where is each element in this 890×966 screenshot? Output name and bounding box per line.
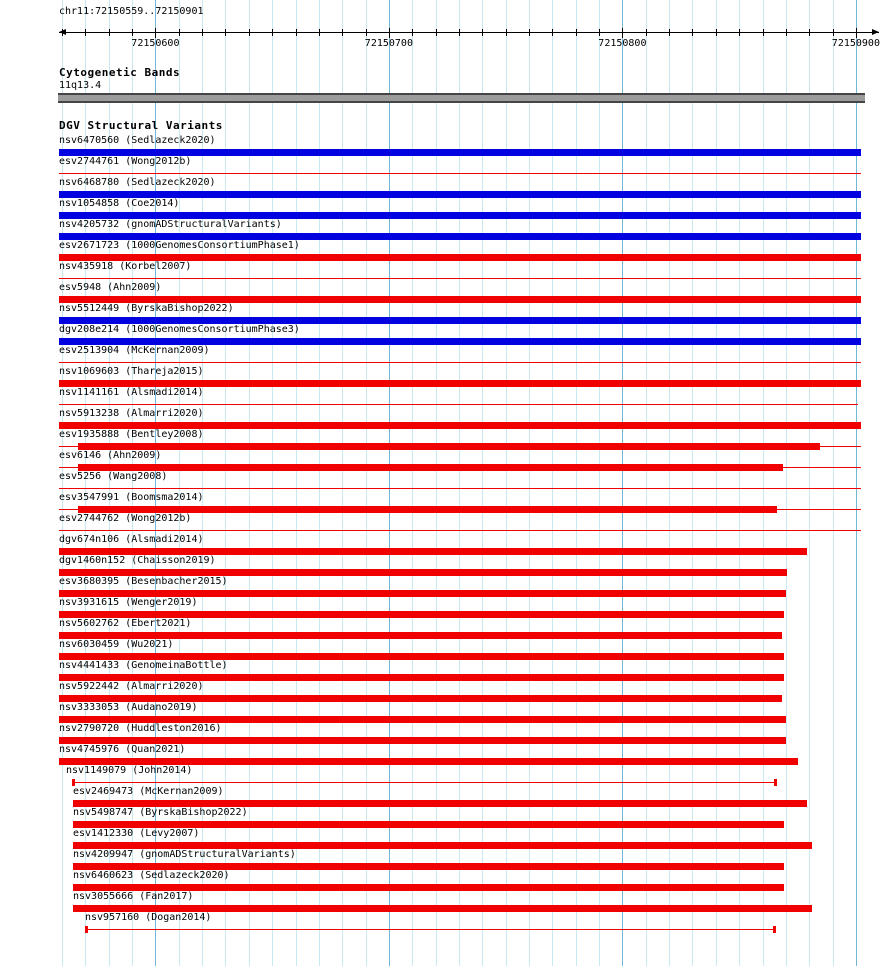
variant-label[interactable]: esv3547991 (Boomsma2014) [59, 492, 204, 503]
variant-label[interactable]: nsv5922442 (Almarri2020) [59, 681, 204, 692]
ruler-tick [576, 29, 577, 36]
variant-bar[interactable] [59, 674, 784, 681]
ruler-tick [85, 29, 86, 36]
ruler-tick [669, 29, 670, 36]
variant-label[interactable]: nsv5498747 (ByrskaBishop2022) [73, 807, 248, 818]
grid-line-minor [833, 0, 834, 966]
variant-label[interactable]: nsv6460623 (Sedlazeck2020) [73, 870, 230, 881]
ruler-tick [856, 28, 857, 38]
ruler-tick [389, 28, 390, 38]
ruler-tick [296, 29, 297, 36]
ruler-tick [529, 29, 530, 36]
variant-label[interactable]: esv2671723 (1000GenomesConsortiumPhase1) [59, 240, 300, 251]
ruler-tick [552, 29, 553, 36]
variant-label[interactable]: nsv5913238 (Almarri2020) [59, 408, 204, 419]
ruler-tick [763, 29, 764, 36]
cytoband-name-label: 11q13.4 [59, 80, 102, 91]
variant-bar[interactable] [59, 317, 861, 324]
ruler-tick [622, 28, 623, 38]
variant-label[interactable]: nsv957160 (Dogan2014) [85, 912, 212, 923]
variant-label[interactable]: nsv5602762 (Ebert2021) [59, 618, 192, 629]
grid-line-major [856, 0, 857, 966]
variant-bar[interactable] [59, 422, 861, 429]
variant-bar[interactable] [73, 842, 812, 849]
variant-bar[interactable] [59, 695, 782, 702]
variant-bar[interactable] [59, 380, 861, 387]
variant-bar[interactable] [59, 758, 798, 765]
ruler-tick [132, 29, 133, 36]
ruler-tick [482, 29, 483, 36]
variant-label[interactable]: dgv674n106 (Alsmadi2014) [59, 534, 204, 545]
variant-bar[interactable] [59, 149, 861, 156]
cytoband-track-title: Cytogenetic Bands [59, 66, 181, 79]
variant-endcap[interactable] [774, 779, 777, 786]
variant-bar[interactable] [59, 296, 861, 303]
ruler-tick [342, 29, 343, 36]
ruler-tick [809, 29, 810, 36]
variant-label[interactable]: esv2744761 (Wong2012b) [59, 156, 192, 167]
variant-line[interactable] [59, 362, 861, 363]
variant-label[interactable]: nsv6468780 (Sedlazeck2020) [59, 177, 216, 188]
variant-bar[interactable] [59, 233, 861, 240]
ruler-tick [786, 29, 787, 36]
variant-bar[interactable] [59, 737, 786, 744]
variant-label[interactable]: nsv1054858 (Coe2014) [59, 198, 180, 209]
variant-bar[interactable] [59, 716, 786, 723]
ruler-tick-label: 72150900 [831, 38, 880, 49]
variant-line[interactable] [86, 929, 776, 930]
variant-bar[interactable] [59, 338, 861, 345]
variant-label[interactable]: nsv6030459 (Wu2021) [59, 639, 174, 650]
variant-label[interactable]: nsv5512449 (ByrskaBishop2022) [59, 303, 234, 314]
grid-line-minor [786, 0, 787, 966]
ruler-tick [716, 29, 717, 36]
variant-label[interactable]: dgv1460n152 (Chaisson2019) [59, 555, 216, 566]
variant-label[interactable]: esv5256 (Wang2008) [59, 471, 168, 482]
ruler-tick [202, 29, 203, 36]
variant-bar[interactable] [73, 863, 784, 870]
variant-bar[interactable] [59, 212, 861, 219]
variant-bar[interactable] [78, 506, 777, 513]
ruler-tick [249, 29, 250, 36]
variant-label[interactable]: esv3680395 (Besenbacher2015) [59, 576, 228, 587]
variant-bar[interactable] [78, 464, 783, 471]
variant-label[interactable]: nsv4745976 (Quan2021) [59, 744, 186, 755]
variant-line[interactable] [820, 446, 861, 447]
variant-endcap[interactable] [773, 926, 776, 933]
variant-bar[interactable] [59, 548, 807, 555]
ruler-right-arrow-icon [872, 29, 879, 35]
variant-label[interactable]: nsv2790720 (Huddleston2016) [59, 723, 222, 734]
ruler-tick [319, 29, 320, 36]
variant-bar[interactable] [59, 590, 786, 597]
ruler-tick [366, 29, 367, 36]
variant-bar[interactable] [59, 569, 787, 576]
variant-line[interactable] [59, 278, 861, 279]
variant-bar[interactable] [78, 443, 820, 450]
ruler-tick [225, 29, 226, 36]
variant-line[interactable] [72, 782, 777, 783]
variant-line[interactable] [59, 446, 78, 447]
ruler-tick-label: 72150700 [364, 38, 413, 49]
variant-bar[interactable] [59, 254, 861, 261]
variant-bar[interactable] [59, 191, 861, 198]
variant-bar[interactable] [73, 884, 784, 891]
variant-line[interactable] [59, 530, 861, 531]
ruler-tick [179, 29, 180, 36]
ruler-tick [739, 29, 740, 36]
variant-label[interactable]: nsv1149079 (John2014) [66, 765, 193, 776]
variant-label[interactable]: nsv3055666 (Fan2017) [73, 891, 194, 902]
variant-label[interactable]: esv1412330 (Levy2007) [73, 828, 200, 839]
variant-label[interactable]: esv2469473 (McKernan2009) [73, 786, 224, 797]
variant-label[interactable]: nsv6470560 (Sedlazeck2020) [59, 135, 216, 146]
ruler-tick [155, 28, 156, 38]
variant-label[interactable]: nsv1069603 (Thareja2015) [59, 366, 204, 377]
variant-bar[interactable] [59, 611, 784, 618]
ruler-tick-label: 72150800 [598, 38, 647, 49]
variant-label[interactable]: nsv4205732 (gnomADStructuralVariants) [59, 219, 282, 230]
variant-line[interactable] [59, 509, 78, 510]
variant-label[interactable]: esv2744762 (Wong2012b) [59, 513, 192, 524]
variant-bar[interactable] [73, 821, 784, 828]
variant-line[interactable] [59, 173, 861, 174]
variant-label[interactable]: nsv3931615 (Wenger2019) [59, 597, 198, 608]
ruler-tick [412, 29, 413, 36]
variant-bar[interactable] [59, 653, 784, 660]
ruler-tick [692, 29, 693, 36]
ruler-tick [62, 29, 63, 36]
ruler-tick [109, 29, 110, 36]
variant-label[interactable]: nsv1141161 (Alsmadi2014) [59, 387, 204, 398]
variant-line[interactable] [777, 509, 861, 510]
cytoband-bar[interactable] [58, 93, 865, 103]
ruler-tick [646, 29, 647, 36]
ruler-tick [599, 29, 600, 36]
variant-line[interactable] [59, 467, 78, 468]
variant-label[interactable]: esv5948 (Ahn2009) [59, 282, 162, 293]
variant-bar[interactable] [73, 905, 812, 912]
variant-endcap[interactable] [72, 779, 75, 786]
variant-label[interactable]: nsv4441433 (GenomeinaBottle) [59, 660, 228, 671]
variant-label[interactable]: esv6146 (Ahn2009) [59, 450, 162, 461]
ruler-tick [272, 29, 273, 36]
variant-label[interactable]: nsv3333053 (Audano2019) [59, 702, 198, 713]
variant-line[interactable] [59, 404, 858, 405]
variant-endcap[interactable] [85, 926, 88, 933]
variant-label[interactable]: nsv4209947 (gnomADStructuralVariants) [73, 849, 296, 860]
variant-bar[interactable] [73, 800, 807, 807]
variant-label[interactable]: esv2513904 (McKernan2009) [59, 345, 210, 356]
dgv-track-title: DGV Structural Variants [59, 119, 223, 132]
region-label: chr11:72150559..72150901 [59, 6, 204, 17]
variant-line[interactable] [783, 467, 861, 468]
ruler-tick [436, 29, 437, 36]
variant-label[interactable]: esv1935888 (Bentley2008) [59, 429, 204, 440]
grid-line-minor [809, 0, 810, 966]
ruler-tick [459, 29, 460, 36]
ruler-tick [833, 29, 834, 36]
ruler-tick [506, 29, 507, 36]
variant-label[interactable]: nsv435918 (Korbel2007) [59, 261, 192, 272]
variant-line[interactable] [59, 488, 861, 489]
ruler-line [59, 32, 879, 33]
variant-label[interactable]: dgv208e214 (1000GenomesConsortiumPhase3) [59, 324, 300, 335]
ruler-tick-label: 72150600 [131, 38, 180, 49]
variant-bar[interactable] [59, 632, 782, 639]
